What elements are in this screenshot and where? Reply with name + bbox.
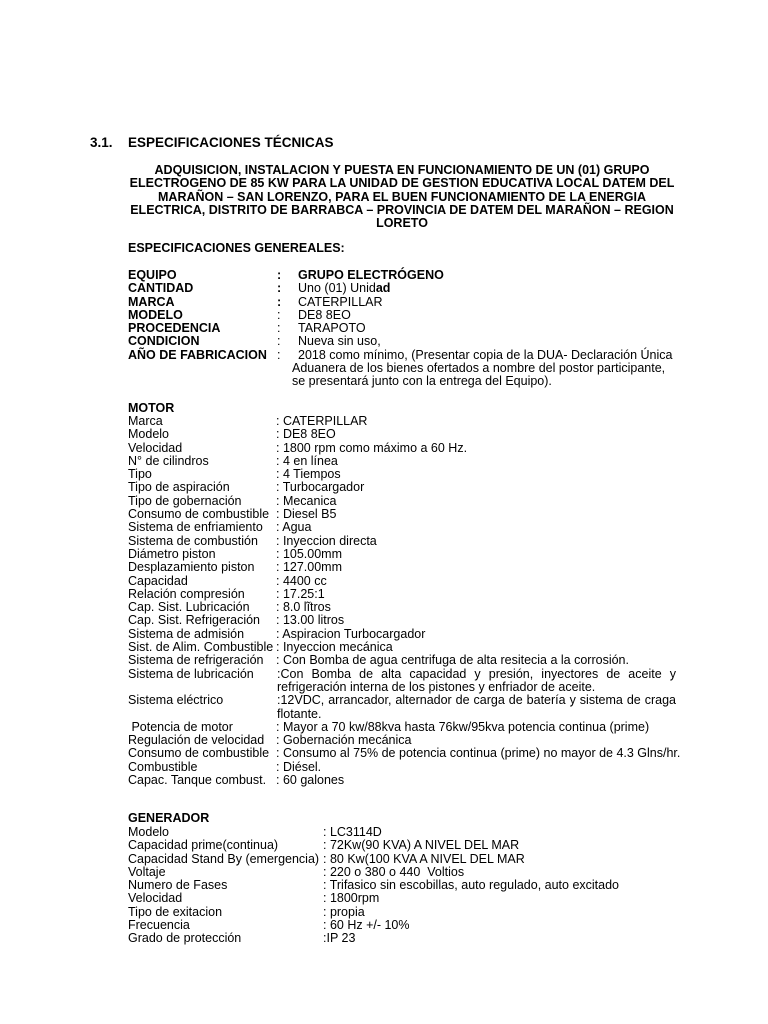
generator-key: Capacidad prime(continua) xyxy=(128,838,279,853)
motor-key: Velocidad xyxy=(128,440,183,455)
motor-key: Sistema de refrigeración xyxy=(128,653,264,668)
motor-key: Consumo de combustible xyxy=(128,507,270,522)
generator-key: Tipo de exitacion xyxy=(128,904,223,919)
generator-key: Velocidad xyxy=(128,891,183,906)
motor-heading: MOTOR xyxy=(128,401,175,415)
generator-row xyxy=(128,906,688,919)
generator-row xyxy=(128,879,688,892)
motor-value: : Mayor a 70 kw/88kva hasta 76kw/95kva potencia continua (prime) xyxy=(276,719,650,734)
spec-key: MARCA xyxy=(128,294,175,309)
motor-row xyxy=(128,495,688,508)
motor-value: : Inyeccion mecánica xyxy=(276,640,393,655)
spec-key: AÑO DE FABRICACION xyxy=(128,347,267,362)
motor-value: : Aspiracion Turbocargador xyxy=(276,626,426,641)
motor-key: Cap. Sist. Refrigeración xyxy=(128,613,261,628)
generator-value: : LC3114D xyxy=(323,825,382,839)
spec-value: GRUPO ELECTRÓGENO xyxy=(298,268,444,282)
motor-key: Consumo de combustible xyxy=(128,746,270,761)
motor-key: Marca xyxy=(128,414,163,428)
generator-specs-table xyxy=(128,826,688,946)
motor-value: : 8.0 lĩtros xyxy=(276,600,331,615)
motor-key: Regulación de velocidad xyxy=(128,733,265,748)
spec-value: Nueva sin uso, xyxy=(298,334,381,349)
motor-row xyxy=(128,561,688,574)
motor-value: : 127.00mm xyxy=(276,560,343,575)
motor-row xyxy=(128,428,688,441)
spec-key: EQUIPO xyxy=(128,268,177,282)
spec-colon: : xyxy=(277,281,282,296)
generator-value: : 60 Hz +/- 10% xyxy=(323,918,410,933)
generator-row xyxy=(128,853,688,866)
motor-key: Tipo de aspiración xyxy=(128,480,230,495)
spec-row-ano-fabricacion xyxy=(128,349,688,389)
motor-key: Sistema de enfriamiento xyxy=(128,520,263,535)
motor-row xyxy=(128,601,688,614)
motor-value: : Inyeccion directa xyxy=(276,533,377,548)
spec-row-procedencia xyxy=(128,322,688,335)
generator-row xyxy=(128,826,688,839)
motor-value: : Consumo al 75% de potencia continua (prime) no mayor de 4.3 Glns/hr. xyxy=(276,746,681,761)
motor-key: Tipo de gobernación xyxy=(128,493,242,508)
motor-key: Desplazamiento piston xyxy=(128,560,255,575)
motor-row xyxy=(128,468,688,481)
motor-specs-table xyxy=(128,415,688,787)
spec-key: CANTIDAD xyxy=(128,281,194,296)
spec-row-marca xyxy=(128,296,688,309)
spec-key: CONDICION xyxy=(128,334,200,349)
spec-value: DE8 8EO xyxy=(298,307,351,322)
generator-key: Capacidad Stand By (emergencia) xyxy=(128,851,320,866)
motor-row xyxy=(128,668,688,695)
spec-colon: : xyxy=(277,294,282,309)
motor-row xyxy=(128,588,688,601)
motor-value: : Diesel B5 xyxy=(276,507,337,522)
motor-row xyxy=(128,774,688,787)
spec-row-modelo xyxy=(128,309,688,322)
motor-row xyxy=(128,641,688,654)
motor-value: : DE8 8EO xyxy=(276,427,336,442)
document-title: ADQUISICION, INSTALACION Y PUESTA EN FUNCIONAMIENTO DE UN (01) GRUPO ELECTROGENO DE 85 KW PARA LA UNIDAD DE GESTION EDUCATIVA LOCAL DATEM DEL MARAÑON – SAN LORENZO, PARA EL BUEN FUNCIONAMIENTO DE LA ENERGIA ELECTRICA, DISTRITO DE BARRABCA – PROVINCIA DE DATEM DEL MARAÑON – REGION LORETO xyxy=(129,163,675,231)
general-specs-table xyxy=(128,269,688,389)
motor-row xyxy=(128,761,688,774)
motor-key: Modelo xyxy=(128,427,169,442)
motor-value: : Gobernación mecánica xyxy=(276,733,412,748)
generator-value: : 80 Kw(100 KVA A NIVEL DEL MAR xyxy=(323,851,525,866)
motor-value: :Con Bomba de alta capacidad y presión, inyectores de aceite y refrigeración interna de los pistones y enfriador de aceite. xyxy=(277,666,676,694)
generator-row xyxy=(128,892,688,905)
motor-value: : 1800 rpm como máximo a 60 Hz. xyxy=(276,440,468,455)
spec-key: PROCEDENCIA xyxy=(128,321,221,336)
motor-value: : 4 en línea xyxy=(276,453,338,468)
motor-row xyxy=(128,455,688,468)
section-title xyxy=(90,136,334,149)
motor-row xyxy=(128,654,688,667)
generator-value: : 72Kw(90 KVA) A NIVEL DEL MAR xyxy=(323,838,520,853)
motor-key: N° de cilindros xyxy=(128,453,209,468)
generator-row xyxy=(128,932,688,945)
motor-row xyxy=(128,747,688,760)
spec-value-bold-part: ad xyxy=(375,281,391,296)
motor-key: Combustible xyxy=(128,759,198,774)
generator-value: : 1800rpm xyxy=(323,891,380,906)
motor-row xyxy=(128,614,688,627)
spec-value: CATERPILLAR xyxy=(298,294,383,309)
motor-row xyxy=(128,734,688,747)
generator-heading: GENERADOR xyxy=(128,811,210,825)
spec-value-part: Uno (01) Unid xyxy=(298,281,376,296)
generator-key: Grado de protección xyxy=(128,931,242,946)
generator-key: Modelo xyxy=(128,825,169,839)
motor-row xyxy=(128,521,688,534)
motor-value: : 4 Tiempos xyxy=(276,467,341,482)
spec-key: MODELO xyxy=(128,307,183,322)
generator-key: Numero de Fases xyxy=(128,878,228,893)
generator-row xyxy=(128,866,688,879)
motor-value: : Con Bomba de agua centrifuga de alta resitecia a la corrosión. xyxy=(276,653,629,668)
motor-key: Diámetro piston xyxy=(128,546,216,561)
motor-row xyxy=(128,535,688,548)
motor-value: : 17.25:1 xyxy=(276,586,325,601)
motor-value: : Mecanica xyxy=(276,493,337,508)
motor-key: Sistema de combustión xyxy=(128,533,258,548)
motor-key: Potencia de motor xyxy=(128,719,233,734)
motor-value: : Turbocargador xyxy=(276,480,365,495)
generator-value: : 220 o 380 o 440 Voltios xyxy=(323,864,465,879)
motor-key: Relación compresión xyxy=(128,586,245,601)
generator-key: Frecuencia xyxy=(128,918,190,933)
motor-row xyxy=(128,415,688,428)
motor-row xyxy=(128,548,688,561)
motor-value: :12VDC, arrancador, alternador de carga de batería y sistema de craga flotante. xyxy=(277,693,676,721)
spec-value xyxy=(298,282,390,295)
motor-value: : CATERPILLAR xyxy=(276,414,368,428)
spec-row-cantidad xyxy=(128,282,688,295)
spec-colon: : xyxy=(277,321,281,336)
motor-value: : 105.00mm xyxy=(276,546,343,561)
motor-key: Sistema de lubricación xyxy=(128,666,254,681)
motor-key: Sistema de admisión xyxy=(128,626,245,641)
section-number: 3.1. xyxy=(90,135,113,150)
spec-colon: : xyxy=(277,334,281,349)
spec-colon: : xyxy=(277,347,281,362)
motor-key: Tipo xyxy=(128,467,152,482)
spec-value: 2018 como mínimo, (Presentar copia de la DUA- Declaración Única Aduanera de los bienes ofertados a nombre del postor participante, se presentará junto con la entrega del Equipo). xyxy=(292,347,673,389)
spec-row-condicion xyxy=(128,335,688,348)
motor-row xyxy=(128,481,688,494)
motor-value: : 4400 cc xyxy=(276,573,327,588)
generator-row xyxy=(128,919,688,932)
generator-value: : propia xyxy=(323,904,365,919)
motor-row xyxy=(128,721,688,734)
motor-key: Cap. Sist. Lubricación xyxy=(128,600,250,615)
generator-key: Voltaje xyxy=(128,864,166,879)
generator-row xyxy=(128,839,688,852)
generator-value: :IP 23 xyxy=(323,931,356,946)
motor-value: : 13.00 litros xyxy=(276,613,345,628)
motor-key: Sistema eléctrico xyxy=(128,693,224,708)
spec-colon: : xyxy=(277,307,281,322)
spec-colon: : xyxy=(277,268,282,282)
generator-value: : Trifasico sin escobillas, auto regulado, auto excitado xyxy=(323,878,620,893)
motor-row xyxy=(128,575,688,588)
motor-row xyxy=(128,628,688,641)
motor-key: Capacidad xyxy=(128,573,188,588)
motor-row xyxy=(128,508,688,521)
motor-value: : 60 galones xyxy=(276,773,345,788)
motor-key: Capac. Tanque combust. xyxy=(128,773,267,788)
spec-row-equipo xyxy=(128,269,688,282)
motor-value: : Diésel. xyxy=(276,759,322,774)
section-heading: ESPECIFICACIONES TÉCNICAS xyxy=(128,135,334,150)
general-specs-heading: ESPECIFICACIONES GENEREALES: xyxy=(128,241,345,255)
motor-row xyxy=(128,694,688,721)
motor-key: Sist. de Alim. Combustible xyxy=(128,640,274,655)
spec-value: TARAPOTO xyxy=(298,321,366,336)
motor-value: : Agua xyxy=(276,520,312,535)
motor-row xyxy=(128,442,688,455)
